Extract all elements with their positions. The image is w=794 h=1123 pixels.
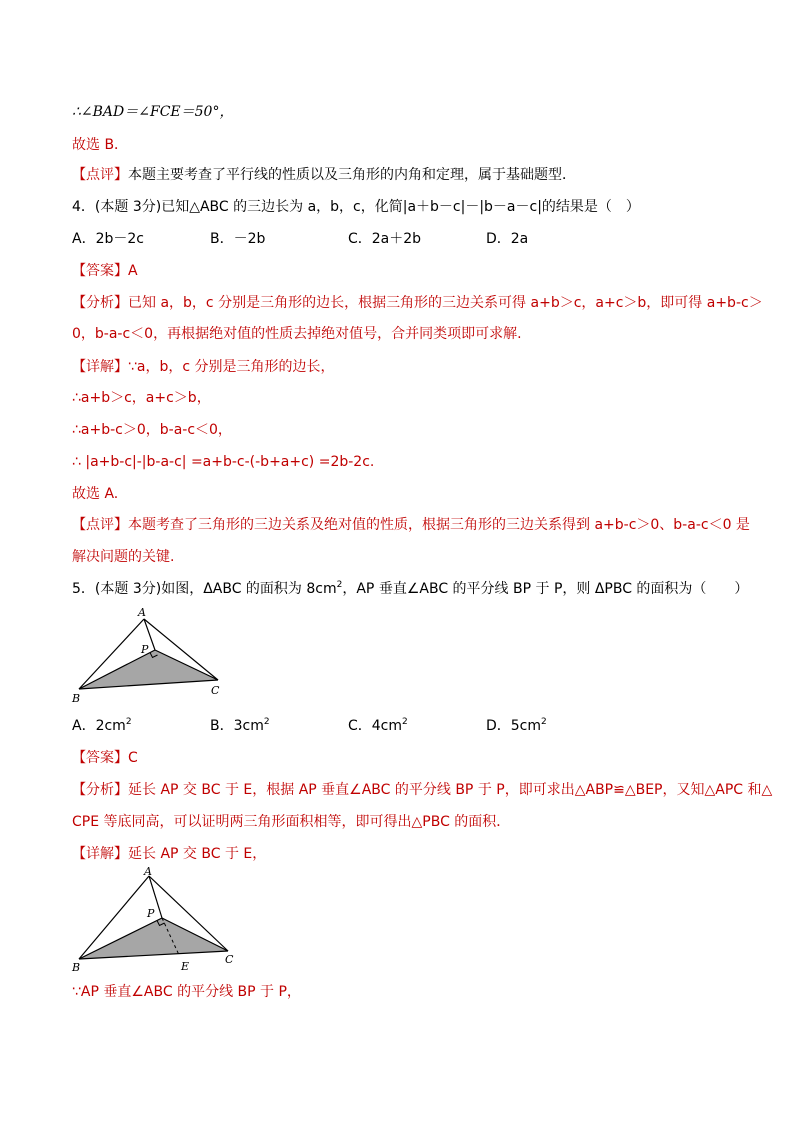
q5-detail-1 <box>72 845 266 863</box>
q5-option-d-sup: 2 <box>541 717 547 727</box>
q4-option-b: B．－2b <box>210 231 266 247</box>
choose-line: 故选 B． <box>72 137 129 153</box>
q4-answer <box>72 262 138 280</box>
comment-tag: 【点评】 <box>72 167 128 183</box>
analysis-text: 已知 a，b，c 分别是三角形的边长，根据三角形的三边关系可得 a+b＞c，a+c＞b，即可得 a+b-c＞ <box>128 295 763 311</box>
label-a: A <box>138 606 146 619</box>
label-b: B <box>72 692 81 704</box>
q4-stem: 4．(本题 3分)已知△ABC 的三边长为 a，b，c，化简|a＋b－c|－|b－a－c|的结果是（ ） <box>72 199 640 215</box>
triangle-figure-2 <box>68 866 248 976</box>
comment-text: 本题考查了三角形的三边关系及绝对值的性质，根据三角形的三边关系得到 a+b-c＞0、b-a-c＜0 是 <box>128 517 750 533</box>
shaded-triangle-pbc <box>79 918 228 959</box>
answer-value: A <box>128 263 138 279</box>
q5-option-b <box>210 717 270 735</box>
q5-answer <box>72 749 138 767</box>
q4-detail-1 <box>72 358 335 376</box>
therefore-line: ∴∠BAD＝∠FCE＝50°， <box>72 104 234 120</box>
analysis-text: 延长 AP 交 BC 于 E，根据 AP 垂直∠ABC 的平分线 BP 于 P，即可求出△ABP≌△BEP，又知△APC 和△ <box>128 782 773 798</box>
q5-stem-a: 5．(本题 3分)如图，ΔABC 的面积为 8cm <box>72 581 337 597</box>
q4-analysis-2: 0，b-a-c＜0，再根据绝对值的性质去掉绝对值号，合并同类项即可求解. <box>72 326 522 342</box>
q4-choose: 故选 A. <box>72 486 119 502</box>
q5-option-b-text: B．3cm <box>210 718 264 734</box>
q5-stem-sup: 2 <box>336 580 343 590</box>
q4-option-a: A．2b－2c <box>72 231 144 247</box>
q4-comment-2: 解决问题的关键. <box>72 549 175 565</box>
comment-tag: 【点评】 <box>72 517 128 533</box>
q5-analysis-2: CPE 等底同高，可以证明两三角形面积相等，即可得出△PBC 的面积． <box>72 814 511 830</box>
detail-tag: 【详解】 <box>72 359 128 375</box>
detail-tag: 【详解】 <box>72 846 128 862</box>
q5-analysis-1 <box>72 781 772 799</box>
q4-analysis-1 <box>72 294 763 312</box>
q5-option-c-sup: 2 <box>402 717 408 727</box>
q4-detail-3: ∴a+b-c＞0，b-a-c＜0， <box>72 422 232 438</box>
detail-text: 延长 AP 交 BC 于 E， <box>128 846 267 862</box>
label-p: P <box>141 643 149 656</box>
q4-option-d: D．2a <box>486 231 529 247</box>
q5-last-line: ∵AP 垂直∠ABC 的平分线 BP 于 P， <box>72 984 301 1000</box>
q5-option-c-text: C．4cm <box>348 718 403 734</box>
analysis-tag: 【分析】 <box>72 782 128 798</box>
q5-option-b-sup: 2 <box>263 717 270 727</box>
analysis-tag: 【分析】 <box>72 295 128 311</box>
q5-option-c <box>348 717 408 735</box>
q4-detail-2: ∴a+b＞c，a+c＞b， <box>72 390 211 406</box>
q5-option-a-sup: 2 <box>125 717 132 727</box>
answer-tag: 【答案】 <box>72 750 128 766</box>
q5-option-a <box>72 717 132 735</box>
q5-option-a-text: A．2cm <box>72 718 126 734</box>
label-e: E <box>181 960 190 973</box>
q5-option-d-text: D．5cm <box>486 718 542 734</box>
q5-stem <box>72 580 748 598</box>
label-p: P <box>147 907 155 920</box>
q5-option-d <box>486 717 547 735</box>
answer-tag: 【答案】 <box>72 263 128 279</box>
q4-option-c: C．2a＋2b <box>348 231 422 247</box>
q5-stem-b: ，AP 垂直∠ABC 的平分线 BP 于 P，则 ΔPBC 的面积为（ ） <box>342 581 749 597</box>
answer-value: C <box>128 750 138 766</box>
label-c: C <box>225 953 234 966</box>
label-b: B <box>72 961 81 974</box>
comment-paragraph <box>72 166 576 184</box>
q4-detail-4: ∴ |a+b-c|-|b-a-c| =a+b-c-(-b+a+c) =2b-2c. <box>72 454 375 470</box>
label-c: C <box>211 684 220 697</box>
detail-text: ∵a，b，c 分别是三角形的边长， <box>128 359 335 375</box>
q4-comment-1 <box>72 516 750 534</box>
comment-text: 本题主要考查了平行线的性质以及三角形的内角和定理，属于基础题型． <box>128 167 576 183</box>
label-a: A <box>144 866 152 878</box>
triangle-figure-1 <box>68 604 238 704</box>
